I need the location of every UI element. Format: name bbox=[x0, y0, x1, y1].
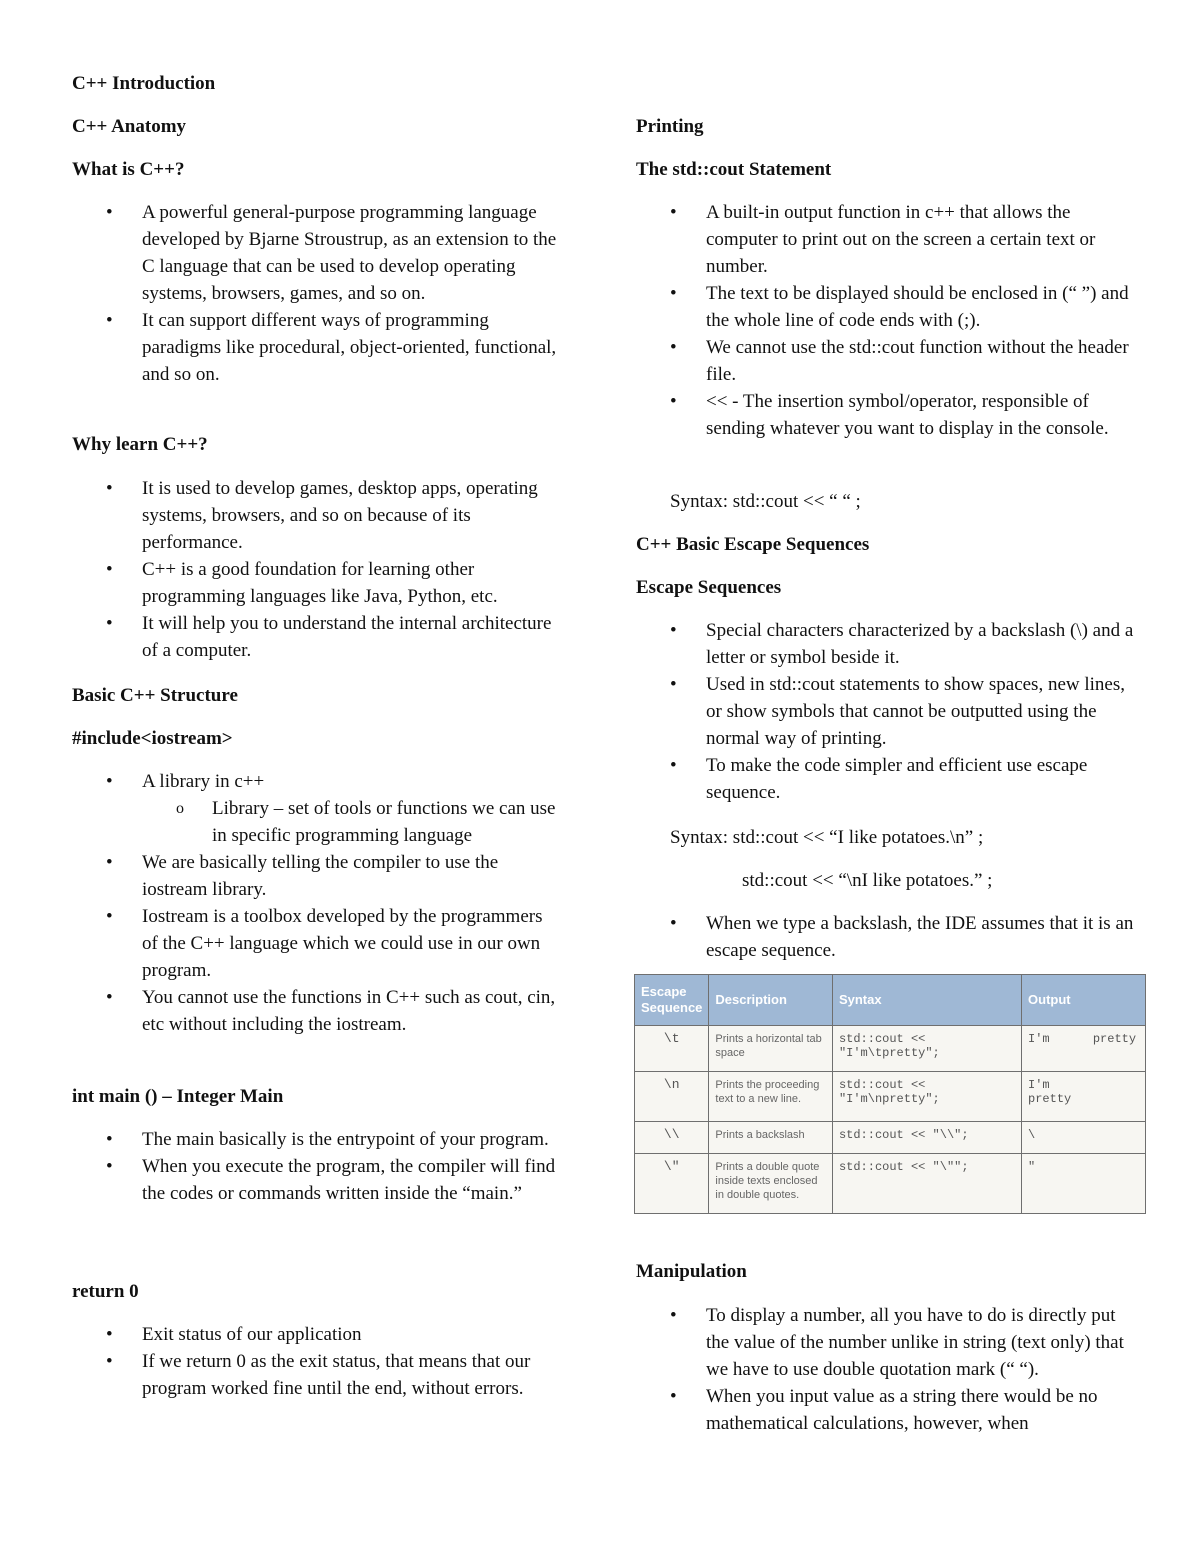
escape-heading: Escape Sequences bbox=[636, 577, 782, 598]
list-item: • You cannot use the functions in C++ such as cout, cin, etc without including the iostream. bbox=[72, 984, 562, 1038]
list-item: • A powerful general-purpose programming language developed by Bjarne Stroustrup, as an extension to the C language that can be used to develop operating systems, browsers, games, and so on. bbox=[72, 199, 562, 307]
printing-heading: Printing bbox=[636, 116, 704, 137]
list-item: • Exit status of our application bbox=[72, 1321, 562, 1348]
list-item: • The text to be displayed should be enclosed in (“ ”) and the whole line of code ends with (;). bbox=[636, 280, 1136, 334]
list-item: • Iostream is a toolbox developed by the programmers of the C++ language which we could use in our own program. bbox=[72, 903, 562, 984]
list-item: • It can support different ways of programming paradigms like procedural, object-oriented, functional, and so on. bbox=[72, 307, 562, 388]
column-header: Output bbox=[1022, 975, 1146, 1026]
include-list bbox=[72, 768, 562, 1038]
escape-syntax-2: std::cout << “\nI like potatoes.” ; bbox=[742, 870, 993, 891]
escape-list bbox=[636, 617, 1136, 806]
manipulation-heading: Manipulation bbox=[636, 1261, 747, 1282]
main-list bbox=[72, 1126, 562, 1207]
what-list bbox=[72, 199, 562, 388]
table-cell: std::cout << "I'm\npretty"; bbox=[832, 1072, 1021, 1122]
escape-syntax-1: Syntax: std::cout << “I like potatoes.\n” ; bbox=[670, 827, 984, 848]
list-item: • << - The insertion symbol/operator, responsible of sending whatever you want to display in the console. bbox=[636, 388, 1136, 442]
list-item: • C++ is a good foundation for learning other programming languages like Java, Python, etc. bbox=[72, 556, 562, 610]
list-item: • The main basically is the entrypoint of your program. bbox=[72, 1126, 562, 1153]
table-cell: \n bbox=[635, 1072, 709, 1122]
list-item: • Used in std::cout statements to show spaces, new lines, or show symbols that cannot be outputted using the normal way of printing. bbox=[636, 671, 1136, 752]
list-item: • It is used to develop games, desktop apps, operating systems, browsers, and so on because of its performance. bbox=[72, 475, 562, 556]
table-row bbox=[635, 1154, 1146, 1214]
table-header-row bbox=[635, 975, 1146, 1026]
main-heading: int main () – Integer Main bbox=[72, 1086, 284, 1107]
table-cell: \ bbox=[1022, 1122, 1146, 1154]
column-header: Escape Sequence bbox=[635, 975, 709, 1026]
list-item: • To display a number, all you have to do is directly put the value of the number unlike in string (text only) that we have to use double quotation mark (“ “). bbox=[636, 1302, 1136, 1383]
cout-heading: The std::cout Statement bbox=[636, 159, 832, 180]
table-cell: Prints the proceeding text to a new line. bbox=[709, 1072, 833, 1122]
manipulation-list bbox=[636, 1302, 1136, 1437]
anatomy-heading: C++ Anatomy bbox=[72, 116, 187, 137]
table-cell: Prints a double quote inside texts enclosed in double quotes. bbox=[709, 1154, 833, 1214]
table-cell: \" bbox=[635, 1154, 709, 1214]
table-cell: \\ bbox=[635, 1122, 709, 1154]
structure-heading: Basic C++ Structure bbox=[72, 685, 238, 706]
list-item: • We cannot use the std::cout function without the header file. bbox=[636, 334, 1136, 388]
table-cell: std::cout << "I'm\tpretty"; bbox=[832, 1026, 1021, 1072]
table-cell: Prints a horizontal tab space bbox=[709, 1026, 833, 1072]
list-item: • To make the code simpler and efficient use escape sequence. bbox=[636, 752, 1136, 806]
table-cell: " bbox=[1022, 1154, 1146, 1214]
table-row bbox=[635, 1072, 1146, 1122]
column-header: Description bbox=[709, 975, 833, 1026]
table-cell: Prints a backslash bbox=[709, 1122, 833, 1154]
table-cell: I'm pretty bbox=[1022, 1072, 1146, 1122]
return-list bbox=[72, 1321, 562, 1402]
list-item: • It will help you to understand the internal architecture of a computer. bbox=[72, 610, 562, 664]
table-cell: std::cout << "\""; bbox=[832, 1154, 1021, 1214]
table-cell: std::cout << "\\"; bbox=[832, 1122, 1021, 1154]
sub-list-item: o Library – set of tools or functions we can use in specific programming language bbox=[142, 795, 562, 849]
table-row bbox=[635, 1122, 1146, 1154]
list-item: • We are basically telling the compiler to use the iostream library. bbox=[72, 849, 562, 903]
list-item: • When you input value as a string there would be no mathematical calculations, however, when bbox=[636, 1383, 1136, 1437]
backslash-list bbox=[636, 910, 1136, 964]
table-row bbox=[635, 1026, 1146, 1072]
list-item: • When we type a backslash, the IDE assumes that it is an escape sequence. bbox=[636, 910, 1136, 964]
why-list bbox=[72, 475, 562, 664]
cout-list bbox=[636, 199, 1136, 442]
table-cell: I'm pretty bbox=[1022, 1026, 1146, 1072]
table-cell: \t bbox=[635, 1026, 709, 1072]
list-item-text: A library in c++ bbox=[142, 771, 265, 792]
list-item: • Special characters characterized by a backslash (\) and a letter or symbol beside it. bbox=[636, 617, 1136, 671]
why-heading: Why learn C++? bbox=[72, 434, 208, 455]
list-item: • A built-in output function in c++ that allows the computer to print out on the screen a certain text or number. bbox=[636, 199, 1136, 280]
return-heading: return 0 bbox=[72, 1281, 139, 1302]
list-item: • When you execute the program, the compiler will find the codes or commands written inside the “main.” bbox=[72, 1153, 562, 1207]
column-header: Syntax bbox=[832, 975, 1021, 1026]
cout-syntax: Syntax: std::cout << “ “ ; bbox=[670, 491, 861, 512]
sub-list bbox=[142, 795, 562, 849]
list-item: • If we return 0 as the exit status, that means that our program worked fine until the end, without errors. bbox=[72, 1348, 562, 1402]
list-item bbox=[72, 768, 562, 849]
what-heading: What is C++? bbox=[72, 159, 185, 180]
escape-title: C++ Basic Escape Sequences bbox=[636, 534, 870, 555]
doc-title: C++ Introduction bbox=[72, 73, 216, 94]
include-heading: #include<iostream> bbox=[72, 728, 233, 749]
escape-sequence-table bbox=[634, 974, 1146, 1214]
